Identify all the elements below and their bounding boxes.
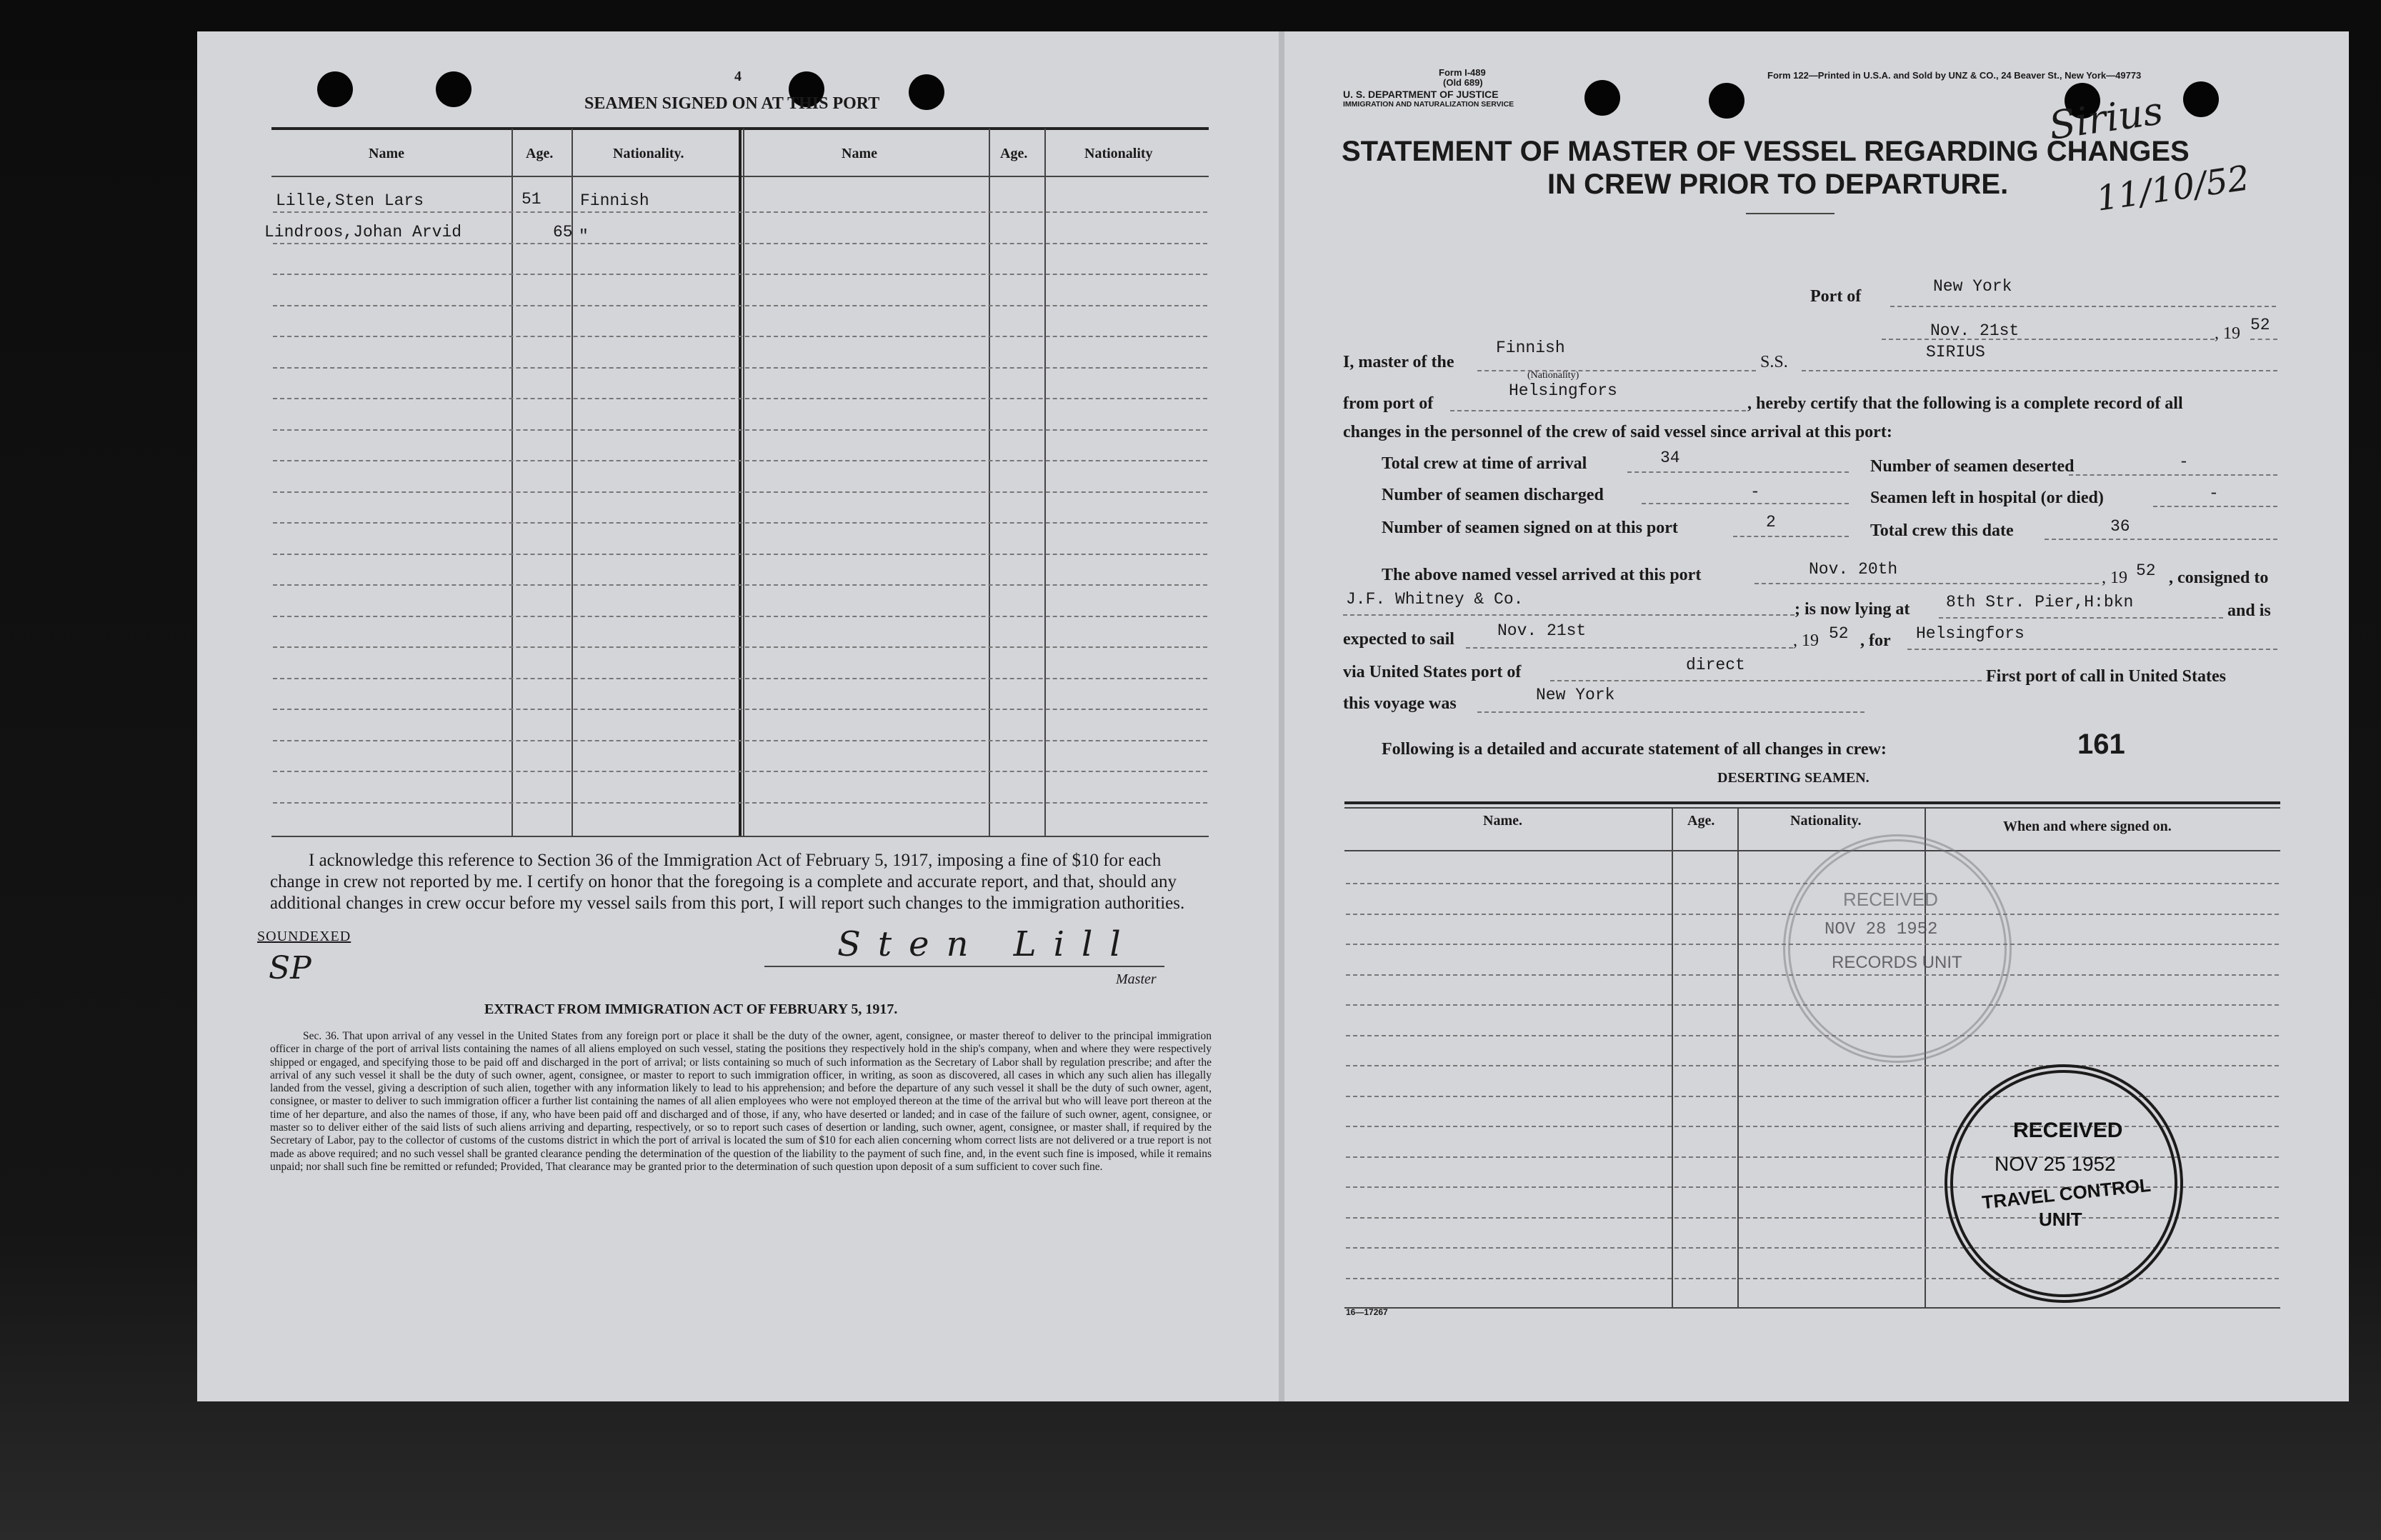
stamp-line: NOV 25 1952 <box>1995 1153 2116 1175</box>
column-divider <box>1044 129 1046 836</box>
voyage-label: this voyage was <box>1343 694 1457 713</box>
received-stamp-travel-control <box>1945 1064 2183 1303</box>
seaman-age: 51 <box>521 190 541 209</box>
fill-line <box>1907 649 2277 650</box>
stamp-line: UNIT <box>2039 1209 2082 1230</box>
table-bottom-rule <box>271 836 1209 837</box>
form-old-number: (Old 689) <box>1443 77 1483 88</box>
footer-code: 16—17267 <box>1346 1307 1388 1317</box>
nationality-caption: (Nationality) <box>1527 370 1579 381</box>
header-name: Name <box>369 146 404 161</box>
column-divider <box>1737 807 1739 1307</box>
fill-line <box>2045 539 2277 540</box>
form-row-line <box>1346 1035 2279 1036</box>
deserted-label: Number of seamen deserted <box>1870 457 2075 476</box>
acknowledgment-text: I acknowledge this reference to Section 36 of the Immigration Act of February 5, 1917, imposing a fine of $10 for each change in crew not reported by me. I certify on honor that the foregoing is a complete and accurate report, and that, should any additional changes in crew occur before my vessel sails from this port, I will report such changes to the immigration authorities. <box>270 851 1185 913</box>
form-row-line <box>273 398 1207 399</box>
year-prefix: , 19 <box>2215 324 2240 343</box>
seaman-nationality: " <box>579 227 589 246</box>
deserted-value: - <box>2179 453 2189 471</box>
changes-text: changes in the personnel of the crew of said vessel since arrival at this port: <box>1343 423 1892 441</box>
arrived-value: Nov. 20th <box>1809 560 1898 579</box>
date-value: Nov. 21st <box>1930 321 2020 340</box>
extract-text: Sec. 36. That upon arrival of any vessel in the United States from any foreign port or place it shall be the duty of the owner, agent, consignee, or master thereof to deliver to the principal immigration officer in charge of the port of arrival lists containing the names of all aliens employed on such vessel, stating the positions they respectively hold in the ship's company, when and where they were respectively shipped or engaged, and specifying those to be paid off and discharged in the port of arrival; or lists containing so much of such information as the Secretary of Labor shall by regulation prescribe; and after the arrival of any such vessel it shall be the duty of such owner, agent, consignee, or master to report to such immigration officer, in writing, as soon as discovered, all cases in which any such alien has illegally landed from the vessel, giving a description of such alien, together with any information likely to lead to his apprehension; and before the departure of any such vessel it shall be the duty of such owner, agent, consignee, or master to deliver to such immigration officer a further list containing the names of all alien employees who were not employed thereon at the time of the arrival but who will leave port thereon at the time of her departure, and also the names of those, if any, who have been paid off and discharged and of those, if any, who have deserted or landed; and in case of the failure of such owner, agent, consignee, or master so to deliver either of the said lists of such aliens arriving and departing, respectively, or so to report such cases of desertion or landing, such owner, agent, consignee, or master shall, if required by the Secretary of Labor, pay to the collector of customs of the customs district in which the port of arrival is located the sum of $10 for each alien concerning whom correct lists are not delivered or a true report is not made as above required; and no such vessel shall be granted clearance pending the determination of the question of the liability to the payment of such fine, and, in the event such fine is imposed, while it remains unpaid; nor shall such fine be remitted or refunded; Provided, That clearance may be granted prior to the determination of such question upon deposit of a sum sufficient to cover such fine. <box>270 1030 1212 1173</box>
form-number: Form I-489 <box>1439 67 1486 78</box>
form-row-line <box>273 429 1207 431</box>
punch-hole <box>2183 81 2219 117</box>
vessel-value: SIRIUS <box>1926 343 1985 361</box>
fill-line <box>1450 410 1746 411</box>
column-divider <box>1672 807 1673 1307</box>
form-row-line <box>273 584 1207 586</box>
fill-line <box>1466 647 1793 649</box>
department: U. S. DEPARTMENT OF JUSTICE <box>1343 89 1499 100</box>
page-number: 4 <box>734 69 742 84</box>
form-row-line <box>273 709 1207 710</box>
signature-line <box>764 966 1164 967</box>
stamp-line: NOV 28 1952 <box>1825 920 1938 939</box>
form-row-line <box>273 460 1207 461</box>
form-row-line <box>273 491 1207 493</box>
form-row-line <box>273 305 1207 306</box>
fill-line <box>1733 536 1849 537</box>
deserting-header-name: Name. <box>1483 813 1522 829</box>
seaman-nationality: Finnish <box>580 191 649 210</box>
lying-label: ; is now lying at <box>1795 600 1910 619</box>
fill-line <box>1754 583 2099 584</box>
form-row-line <box>1346 1278 2279 1279</box>
soundexed-mark: SP <box>269 950 311 986</box>
expected-label: expected to sail <box>1343 630 1454 649</box>
handwritten-vessel-name: Sirius <box>2046 88 2166 149</box>
form-row-line <box>273 336 1207 337</box>
deserting-header-signed-on: When and where signed on. <box>2003 819 2172 834</box>
form-row-line <box>273 243 1207 244</box>
master-signature: Sten Lill <box>837 924 1138 964</box>
expected-year-prefix: , 19 <box>1793 631 1819 650</box>
header-age-2: Age. <box>1000 146 1028 161</box>
fill-line <box>1343 614 1795 616</box>
following-text: Following is a detailed and accurate statement of all changes in crew: <box>1382 740 1887 759</box>
total-date-value: 36 <box>2110 517 2130 536</box>
master-of-label: I, master of the <box>1343 353 1454 371</box>
consigned-label: , consigned to <box>2169 569 2269 587</box>
form-row-line <box>273 646 1207 648</box>
soundexed-label: SOUNDEXED <box>257 929 351 944</box>
ss-label: S.S. <box>1760 353 1788 371</box>
form-row-line <box>273 771 1207 772</box>
fill-line <box>2250 339 2277 340</box>
expected-year: 52 <box>1829 624 1849 643</box>
punch-hole <box>1709 83 1744 119</box>
certify-text: , hereby certify that the following is a complete record of all <box>1747 394 2183 413</box>
column-divider <box>739 129 742 836</box>
port-label: Port of <box>1810 287 1862 306</box>
form-row-line <box>273 367 1207 369</box>
nationality-value: Finnish <box>1496 339 1565 357</box>
fill-line <box>1890 306 2276 307</box>
form-row-line <box>273 522 1207 524</box>
column-divider <box>511 129 513 836</box>
form-row-line <box>273 274 1207 275</box>
port-value: New York <box>1933 277 2012 296</box>
lying-value: 8th Str. Pier,H:bkn <box>1946 593 2134 611</box>
seaman-name: Lindroos,Johan Arvid <box>264 223 462 241</box>
fill-line <box>1550 680 1982 681</box>
form-row-line <box>273 802 1207 804</box>
form-row-line <box>273 616 1207 617</box>
header-nationality-2: Nationality <box>1084 146 1153 161</box>
fill-line <box>1939 617 2223 619</box>
via-value: direct <box>1686 656 1745 674</box>
discharged-label: Number of seamen discharged <box>1382 486 1604 504</box>
deserting-table-bottom <box>1344 1307 2280 1309</box>
for-value: Helsingfors <box>1916 624 2025 643</box>
year-value: 52 <box>2250 316 2270 334</box>
signed-on-value: 2 <box>1766 513 1776 531</box>
header-age: Age. <box>526 146 554 161</box>
form-row-line <box>1346 1065 2279 1066</box>
first-port-label: First port of call in United States <box>1986 667 2226 686</box>
signed-on-label: Number of seamen signed on at this port <box>1382 519 1678 537</box>
punch-hole <box>317 71 353 107</box>
total-date-label: Total crew this date <box>1870 521 2014 540</box>
column-divider <box>989 129 990 836</box>
form-row-line <box>273 211 1207 213</box>
fill-line <box>1627 471 1849 473</box>
fill-line <box>1802 370 2277 371</box>
form-title-line2: IN CREW PRIOR TO DEPARTURE. <box>1547 169 2009 200</box>
form-row-line <box>273 678 1207 679</box>
page-fold <box>1279 31 1284 1401</box>
stamp-line: RECORDS UNIT <box>1832 953 1962 972</box>
deserting-header-age: Age. <box>1687 813 1715 829</box>
service: IMMIGRATION AND NATURALIZATION SERVICE <box>1343 100 1514 109</box>
handwritten-date: 11/10/52 <box>2094 158 2252 219</box>
consignee-value: J.F. Whitney & Co. <box>1346 590 1524 609</box>
arrived-label: The above named vessel arrived at this port <box>1382 566 1702 584</box>
arrived-year: 52 <box>2136 561 2156 580</box>
form-row-line <box>273 554 1207 555</box>
stamp-line: RECEIVED <box>1843 889 1938 910</box>
via-label: via United States port of <box>1343 663 1522 681</box>
deserting-header-nationality: Nationality. <box>1790 813 1862 829</box>
extract-title: EXTRACT FROM IMMIGRATION ACT OF FEBRUARY 5, 1917. <box>484 1001 898 1017</box>
file-number: 161 <box>2077 729 2125 760</box>
fill-line <box>1477 711 1865 713</box>
stamp-line: RECEIVED <box>2013 1119 2123 1142</box>
header-name-2: Name <box>842 146 877 161</box>
left-page-title: SEAMEN SIGNED ON AT THIS PORT <box>584 94 880 113</box>
column-divider <box>743 129 744 836</box>
deserting-title: DESERTING SEAMEN. <box>1717 770 1870 786</box>
total-arrival-value: 34 <box>1660 449 1680 467</box>
hospital-label: Seamen left in hospital (or died) <box>1870 489 2104 507</box>
received-stamp-records <box>1783 834 2012 1063</box>
seaman-age: 65 <box>553 223 573 241</box>
stamp-line: TRAVEL CONTROL <box>1981 1174 2152 1214</box>
fill-line <box>1477 370 1756 371</box>
expected-value: Nov. 21st <box>1497 621 1587 640</box>
form-title-line1: STATEMENT OF MASTER OF VESSEL REGARDING CHANGES <box>1342 136 2190 167</box>
discharged-value: - <box>1750 483 1760 501</box>
master-label: Master <box>1116 971 1157 987</box>
form-row-line <box>273 740 1207 741</box>
from-port-label: from port of <box>1343 394 1434 413</box>
fill-line <box>2153 506 2277 507</box>
seaman-name: Lille,Sten Lars <box>276 191 424 210</box>
deserting-header-rule <box>1344 850 2280 851</box>
total-arrival-label: Total crew at time of arrival <box>1382 454 1587 473</box>
for-label: , for <box>1860 631 1891 650</box>
hospital-value: - <box>2209 484 2219 503</box>
deserting-table-top <box>1344 801 2280 804</box>
punch-hole <box>909 74 944 110</box>
deserting-table-top-2 <box>1344 807 2280 809</box>
header-nationality: Nationality. <box>613 146 684 161</box>
from-port-value: Helsingfors <box>1509 381 1617 400</box>
printer-note: Form 122—Printed in U.S.A. and Sold by UNZ & CO., 24 Beaver St., New York—49773 <box>1767 70 2142 81</box>
fill-line <box>1642 503 1849 504</box>
voyage-value: New York <box>1536 686 1615 704</box>
arrived-year-prefix: , 19 <box>2102 569 2127 587</box>
punch-hole <box>1584 80 1620 116</box>
fill-line <box>2069 474 2277 476</box>
title-rule <box>1746 213 1835 214</box>
punch-hole <box>436 71 471 107</box>
and-is-label: and is <box>2227 601 2271 620</box>
